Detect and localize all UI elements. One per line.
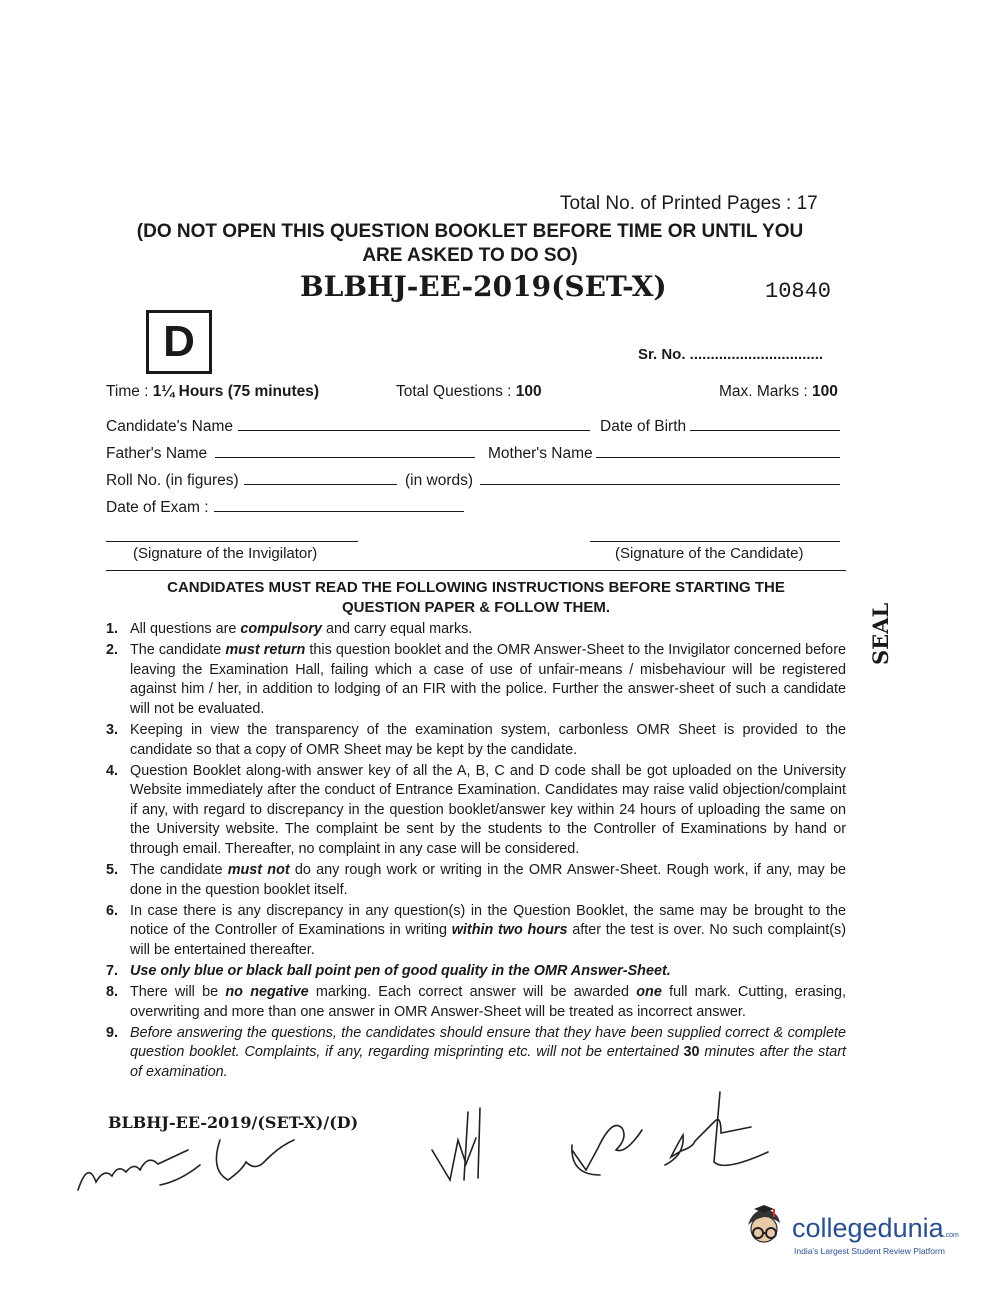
time-info: Time : 1¼ Hours (75 minutes) bbox=[106, 383, 320, 400]
seal-stamp: SEAL bbox=[868, 602, 893, 665]
max-marks-info: Max. Marks : 100 bbox=[719, 383, 838, 400]
instructions-heading: CANDIDATES MUST READ THE FOLLOWING INSTRUCTIONS BEFORE STARTING THE QUESTION PAPER & FOLLOW THEM. bbox=[167, 579, 785, 616]
signature-1 bbox=[78, 1150, 188, 1190]
invigilator-signature-label: (Signature of the Invigilator) bbox=[133, 545, 318, 562]
instruction-item: 6. In case there is any discrepancy in any question(s) in the Question Booklet, the same may be brought to the notice of the Controller of Examinations in writing within two hours after the test is over. No such complaint(s) will be entertained thereafter. bbox=[106, 902, 847, 958]
signature-3 bbox=[432, 1108, 480, 1180]
instruction-item: 9. Before answering the questions, the candidates should ensure that they have been supplied correct & complete question booklet. Complaints, if any, regarding misprinting etc. will not be entertained 30 minutes after the start of examination. bbox=[106, 1024, 846, 1081]
instruction-item: 7. Use only blue or black ball point pen of good quality in the OMR Answer-Sheet. bbox=[106, 963, 671, 980]
set-letter-box: D bbox=[146, 310, 212, 374]
signature-4 bbox=[572, 1126, 642, 1176]
date-of-exam-label: Date of Exam : bbox=[106, 499, 209, 516]
instruction-item: 3. Keeping in view the transparency of the examination system, carbonless OMR Sheet is provided to the candidate so that a copy of OMR Sheet may be kept by the candidate. bbox=[106, 721, 846, 758]
candidate-name-label: Candidate's Name bbox=[106, 418, 234, 435]
instruction-item: 1. All questions are compulsory and carry equal marks. bbox=[106, 621, 473, 637]
signature-5 bbox=[665, 1092, 768, 1165]
instruction-item: 8. There will be no negative marking. Each correct answer will be awarded one full mark. Cutting, erasing, overwriting and more than one answer in OMR Answer-Sheet will be treated as incorrect answer. bbox=[106, 984, 847, 1020]
roll-figures-label: Roll No. (in figures) bbox=[106, 472, 239, 489]
candidate-signature-label: (Signature of the Candidate) bbox=[615, 545, 804, 562]
warning-line-2: ARE ASKED TO DO SO) bbox=[362, 245, 578, 266]
total-pages: Total No. of Printed Pages : 17 bbox=[560, 193, 818, 214]
serial-number: 10840 bbox=[765, 279, 832, 304]
mother-name-label: Mother's Name bbox=[488, 445, 593, 462]
instruction-item: 4. Question Booklet along-with answer key of all the A, B, C and D code shall be got uploaded on the University Website immediately after the conduct of Entrance Examination. Candidates may raise valid objection/complaint if any, with regard to discrepancy in the question booklet/answer key within 24 hours of uploading the same on the University website. The complaint be sent by the students to the Controller of Examinations by hand or through email. Thereafter, no complaint in any case will be considered. bbox=[106, 762, 846, 858]
paper-code: BLBHJ-EE-2019(SET-X) bbox=[300, 270, 667, 303]
date-of-birth-label: Date of Birth bbox=[600, 418, 687, 435]
roll-words-label: (in words) bbox=[405, 472, 474, 489]
father-name-label: Father's Name bbox=[106, 445, 208, 462]
collegedunia-mascot-icon bbox=[738, 1203, 790, 1255]
signature-1-underline bbox=[160, 1165, 200, 1185]
collegedunia-tagline: India's Largest Student Review Platform bbox=[794, 1246, 945, 1256]
instruction-item: 5. The candidate must not do any rough work or writing in the OMR Answer-Sheet. Rough work, if any, may be done in the question booklet itself. bbox=[106, 862, 846, 898]
signature-2 bbox=[216, 1140, 294, 1180]
collegedunia-logo-text: collegedunia.com bbox=[792, 1213, 959, 1243]
warning-line-1: (DO NOT OPEN THIS QUESTION BOOKLET BEFORE TIME OR UNTIL YOU bbox=[136, 221, 804, 242]
footer-paper-code: BLBHJ-EE-2019/(SET-X)/(D) bbox=[108, 1113, 359, 1132]
instruction-item: 2. The candidate must return this question booklet and the OMR Answer-Sheet to the Invigilator concerned before leaving the Examination Hall, failing which a case of use of unfair-means / misbehaviour will be registered against him / her, in addition to lodging of an FIR with the police. Further the answer-sheet of such a candidate will not be evaluated. bbox=[106, 642, 846, 717]
total-questions-info: Total Questions : 100 bbox=[396, 383, 542, 400]
sr-no: Sr. No. ................................ bbox=[638, 346, 824, 363]
